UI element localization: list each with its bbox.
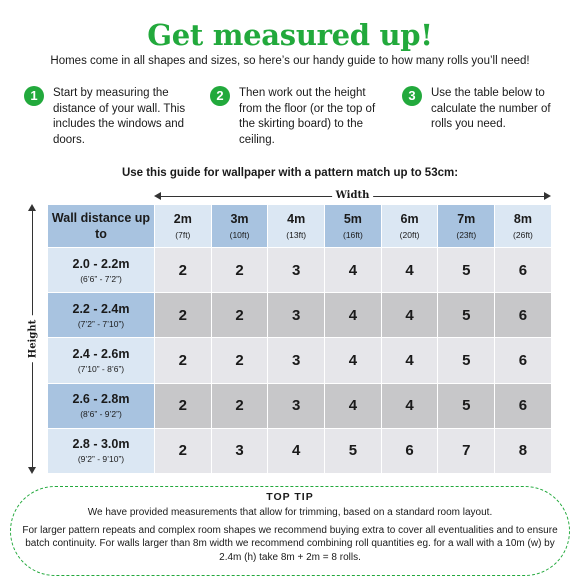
width-metric: 8m (513, 212, 532, 226)
rolls-cell: 7 (438, 428, 495, 473)
top-tip-title: TOP TIP (266, 491, 314, 503)
rolls-cell: 2 (211, 293, 268, 338)
width-label: Width (332, 190, 374, 201)
arrow-down-icon (28, 467, 36, 474)
rolls-cell: 5 (438, 248, 495, 293)
rolls-cell: 2 (155, 338, 212, 383)
top-tip-box (10, 486, 570, 576)
arrow-left-icon (154, 192, 161, 200)
height-metric: 2.2 - 2.4m (72, 301, 130, 316)
page-subtitle: Homes come in all shapes and sizes, so here’s our handy guide to how many rolls you’ll need! (50, 55, 530, 67)
table-header-row (48, 205, 552, 248)
rolls-cell: 4 (268, 428, 325, 473)
rolls-cell: 2 (211, 338, 268, 383)
rolls-cell: 2 (211, 383, 268, 428)
width-metric: 6m (400, 212, 419, 226)
width-metric: 4m (287, 212, 306, 226)
width-header (495, 205, 552, 248)
rolls-cell: 4 (325, 293, 382, 338)
rolls-cell: 2 (155, 248, 212, 293)
rolls-cell: 8 (495, 428, 552, 473)
corner-header: Wall distance up to (48, 205, 155, 248)
width-metric: 7m (457, 212, 476, 226)
width-header (155, 205, 212, 248)
step-2 (210, 86, 389, 148)
table-row (48, 383, 552, 428)
width-header (381, 205, 438, 248)
step-text: Then work out the height from the floor (or the top of the skirting board) to the ceiling. (239, 87, 376, 146)
rolls-cell: 3 (268, 248, 325, 293)
height-imperial: (7’10” - 8’6”) (77, 363, 125, 374)
rolls-cell: 3 (211, 428, 268, 473)
height-metric: 2.4 - 2.6m (72, 346, 130, 361)
height-imperial: (6’6” - 7’2”) (80, 273, 122, 284)
width-imperial: (26ft) (513, 230, 533, 240)
height-arrow (28, 204, 38, 474)
page-title: Get measured up! (147, 18, 433, 52)
arrow-up-icon (28, 204, 36, 211)
rolls-cell: 5 (325, 428, 382, 473)
width-imperial: (23ft) (456, 230, 477, 240)
rolls-cell: 2 (211, 248, 268, 293)
rolls-cell: 6 (495, 338, 552, 383)
width-arrow (154, 191, 551, 201)
rolls-cell: 4 (325, 338, 382, 383)
rolls-cell: 4 (381, 383, 438, 428)
height-header (48, 383, 155, 428)
step-text: Use the table below to calculate the number of rolls you need. (431, 87, 551, 130)
rolls-cell: 6 (495, 248, 552, 293)
width-imperial: (10ft) (229, 230, 250, 240)
width-imperial: (13ft) (286, 230, 307, 240)
width-imperial: (16ft) (342, 230, 363, 240)
table-row (48, 248, 552, 293)
rolls-cell: 4 (381, 248, 438, 293)
top-tip-line: For larger pattern repeats and complex room shapes we recommend buying extra to cover all eventualities and to ensure batch continuity. For walls larger than 8m width we recommend combining roll quantities eg. for a wall with a 10m (w) by 2.4m (h) take 8m + 2m = 8 rolls. (22, 524, 558, 563)
width-header (268, 205, 325, 248)
rolls-cell: 5 (438, 383, 495, 428)
rolls-cell: 3 (268, 338, 325, 383)
width-imperial: (7ft) (175, 230, 191, 240)
rolls-cell: 2 (155, 293, 212, 338)
rolls-cell: 4 (381, 293, 438, 338)
height-header (48, 338, 155, 383)
table-row (48, 293, 552, 338)
width-header (211, 205, 268, 248)
height-imperial: (7’2” - 7’10”) (77, 318, 125, 329)
rolls-cell: 5 (438, 338, 495, 383)
rolls-cell: 3 (268, 293, 325, 338)
step-number-badge: 3 (402, 86, 422, 106)
rolls-table (47, 204, 552, 474)
height-header (48, 293, 155, 338)
rolls-cell: 4 (381, 338, 438, 383)
height-metric: 2.6 - 2.8m (72, 392, 130, 407)
height-header (48, 248, 155, 293)
width-metric: 2m (173, 212, 192, 226)
width-imperial: (20ft) (399, 230, 420, 240)
step-3 (402, 86, 559, 133)
width-metric: 3m (230, 212, 249, 226)
table-row (48, 428, 552, 473)
rolls-cell: 6 (495, 383, 552, 428)
height-metric: 2.0 - 2.2m (72, 256, 130, 271)
height-header (48, 428, 155, 473)
rolls-cell: 3 (268, 383, 325, 428)
arrow-right-icon (544, 192, 551, 200)
step-number-badge: 2 (210, 86, 230, 106)
guide-heading: Use this guide for wallpaper with a pattern match up to 53cm: (121, 167, 459, 179)
table-row (48, 338, 552, 383)
step-1 (24, 86, 193, 148)
height-metric: 2.8 - 3.0m (72, 437, 130, 452)
step-number-badge: 1 (24, 86, 44, 106)
width-header (325, 205, 382, 248)
rolls-cell: 4 (325, 383, 382, 428)
width-metric: 5m (343, 212, 362, 226)
rolls-cell: 2 (155, 383, 212, 428)
width-header (438, 205, 495, 248)
rolls-cell: 6 (495, 293, 552, 338)
rolls-cell: 2 (155, 428, 212, 473)
height-imperial: (8’6” - 9’2”) (80, 409, 122, 420)
rolls-cell: 4 (325, 248, 382, 293)
height-label: Height (28, 316, 39, 363)
step-text: Start by measuring the distance of your wall. This includes the windows and doors. (53, 87, 186, 146)
rolls-cell: 6 (381, 428, 438, 473)
rolls-cell: 5 (438, 293, 495, 338)
height-imperial: (9’2” - 9’10”) (77, 454, 125, 465)
top-tip-line: We have provided measurements that allow for trimming, based on a standard room layout. (87, 507, 493, 518)
